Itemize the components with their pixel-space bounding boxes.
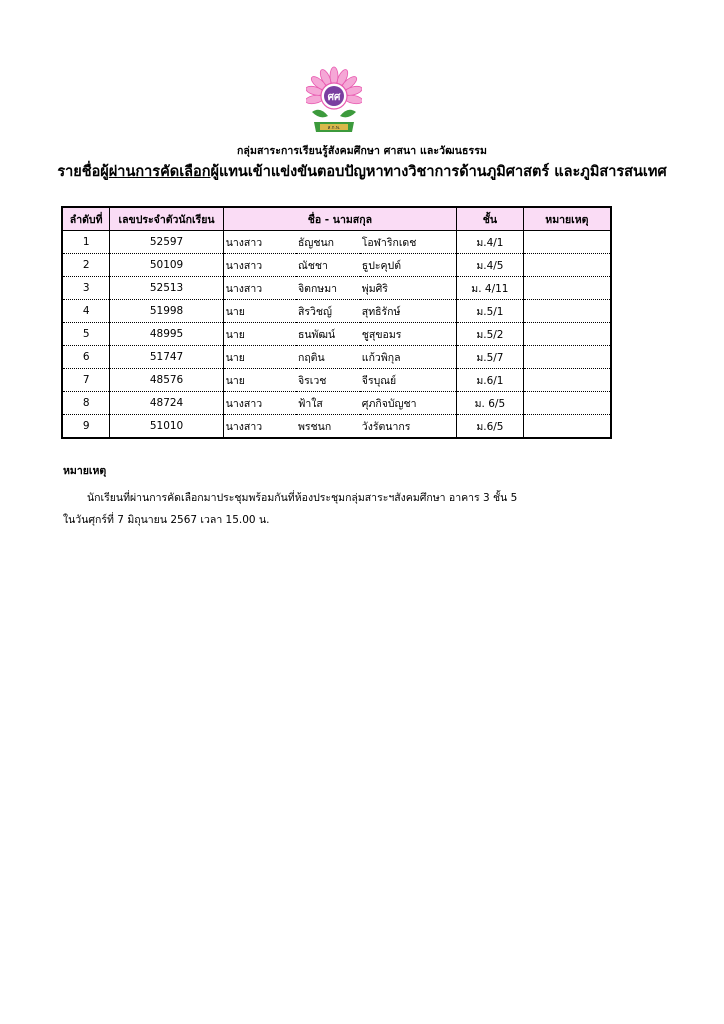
cell-no: 4 xyxy=(62,300,110,323)
title-prefix: รายชื่อผู้ xyxy=(57,164,109,180)
cell-student-id: 51010 xyxy=(110,415,223,439)
cell-prefix: นางสาว xyxy=(223,231,296,254)
cell-no: 2 xyxy=(62,254,110,277)
cell-class: ม.5/7 xyxy=(457,346,524,369)
cell-last-name: พุ่มศิริ xyxy=(360,277,457,300)
cell-student-id: 48995 xyxy=(110,323,223,346)
cell-prefix: นางสาว xyxy=(223,254,296,277)
cell-last-name: ธูปะคุปต์ xyxy=(360,254,457,277)
cell-class: ม.4/1 xyxy=(457,231,524,254)
cell-student-id: 51747 xyxy=(110,346,223,369)
cell-class: ม.5/1 xyxy=(457,300,524,323)
cell-remark xyxy=(523,254,611,277)
cell-remark xyxy=(523,323,611,346)
cell-remark xyxy=(523,300,611,323)
cell-first-name: สิรวิชญ์ xyxy=(296,300,360,323)
cell-class: ม. 6/5 xyxy=(457,392,524,415)
header-student-id: เลขประจำตัวนักเรียน xyxy=(110,207,223,231)
cell-first-name: พรชนก xyxy=(296,415,360,439)
cell-class: ม.4/5 xyxy=(457,254,524,277)
cell-first-name: ธนพัฒน์ xyxy=(296,323,360,346)
cell-class: ม. 4/11 xyxy=(457,277,524,300)
cell-first-name: จิรเวช xyxy=(296,369,360,392)
cell-no: 7 xyxy=(62,369,110,392)
cell-student-id: 52597 xyxy=(110,231,223,254)
cell-remark xyxy=(523,392,611,415)
page-title xyxy=(0,160,724,183)
cell-remark xyxy=(523,346,611,369)
cell-first-name: จิตกษมา xyxy=(296,277,360,300)
cell-last-name: วังรัตนากร xyxy=(360,415,457,439)
cell-last-name: สุทธิรักษ์ xyxy=(360,300,457,323)
header-name: ชื่อ - นามสกุล xyxy=(223,207,456,231)
cell-prefix: นาย xyxy=(223,346,296,369)
notes-line-2: ในวันศุกร์ที่ 7 มิถุนายน 2567 เวลา 15.00 น. xyxy=(63,514,270,526)
cell-remark xyxy=(523,231,611,254)
logo-banner-text: ส.ก.พ. xyxy=(327,126,341,132)
table-row xyxy=(62,300,611,323)
table-row xyxy=(62,346,611,369)
header-remark: หมายเหตุ xyxy=(523,207,611,231)
cell-no: 9 xyxy=(62,415,110,439)
cell-first-name: ณัชชา xyxy=(296,254,360,277)
cell-last-name: โอฬาริกเดช xyxy=(360,231,457,254)
cell-student-id: 51998 xyxy=(110,300,223,323)
table-row xyxy=(62,392,611,415)
cell-class: ม.6/1 xyxy=(457,369,524,392)
title-suffix: ผู้แทนเข้าแข่งขันตอบปัญหาทางวิชาการด้านภูมิศาสตร์ และภูมิสารสนเทศ xyxy=(210,164,667,180)
notes-line-1: นักเรียนที่ผ่านการคัดเลือกมาประชุมพร้อมกันที่ห้องประชุมกลุ่มสาระฯสังคมศึกษา อาคาร 3 ชั้น 5 xyxy=(87,492,518,504)
cell-no: 3 xyxy=(62,277,110,300)
cell-last-name: ศุภกิจบัญชา xyxy=(360,392,457,415)
department-name: กลุ่มสาระการเรียนรู้สังคมศึกษา ศาสนา และวัฒนธรรม xyxy=(236,145,488,157)
cell-class: ม.5/2 xyxy=(457,323,524,346)
cell-prefix: นางสาว xyxy=(223,415,296,439)
cell-first-name: กฤติน xyxy=(296,346,360,369)
header-no: ลำดับที่ xyxy=(62,207,110,231)
table-row xyxy=(62,323,611,346)
table-row xyxy=(62,369,611,392)
cell-student-id: 48724 xyxy=(110,392,223,415)
cell-remark xyxy=(523,415,611,439)
table-header-row xyxy=(62,207,611,231)
cell-remark xyxy=(523,277,611,300)
cell-first-name: ธัญชนก xyxy=(296,231,360,254)
cell-student-id: 52513 xyxy=(110,277,223,300)
table-row xyxy=(62,231,611,254)
cell-no: 8 xyxy=(62,392,110,415)
cell-last-name: ชูสุขอมร xyxy=(360,323,457,346)
cell-remark xyxy=(523,369,611,392)
svg-text:ศศ: ศศ xyxy=(327,92,341,103)
cell-class: ม.6/5 xyxy=(457,415,524,439)
school-emblem-icon xyxy=(306,66,362,138)
cell-student-id: 48576 xyxy=(110,369,223,392)
student-list-table xyxy=(61,206,612,439)
notes-section xyxy=(63,462,663,531)
cell-no: 1 xyxy=(62,231,110,254)
title-underlined: ผ่านการคัดเลือก xyxy=(108,164,211,180)
notes-heading: หมายเหตุ xyxy=(63,465,107,477)
cell-prefix: นางสาว xyxy=(223,392,296,415)
cell-prefix: นาย xyxy=(223,369,296,392)
table-row xyxy=(62,415,611,439)
cell-prefix: นาย xyxy=(223,300,296,323)
cell-first-name: ฟ้าใส xyxy=(296,392,360,415)
cell-no: 5 xyxy=(62,323,110,346)
cell-last-name: จีรบุณย์ xyxy=(360,369,457,392)
cell-prefix: นางสาว xyxy=(223,277,296,300)
header-class: ชั้น xyxy=(457,207,524,231)
table-row xyxy=(62,254,611,277)
cell-no: 6 xyxy=(62,346,110,369)
cell-last-name: แก้วพิกุล xyxy=(360,346,457,369)
cell-prefix: นาย xyxy=(223,323,296,346)
table-row xyxy=(62,277,611,300)
cell-student-id: 50109 xyxy=(110,254,223,277)
